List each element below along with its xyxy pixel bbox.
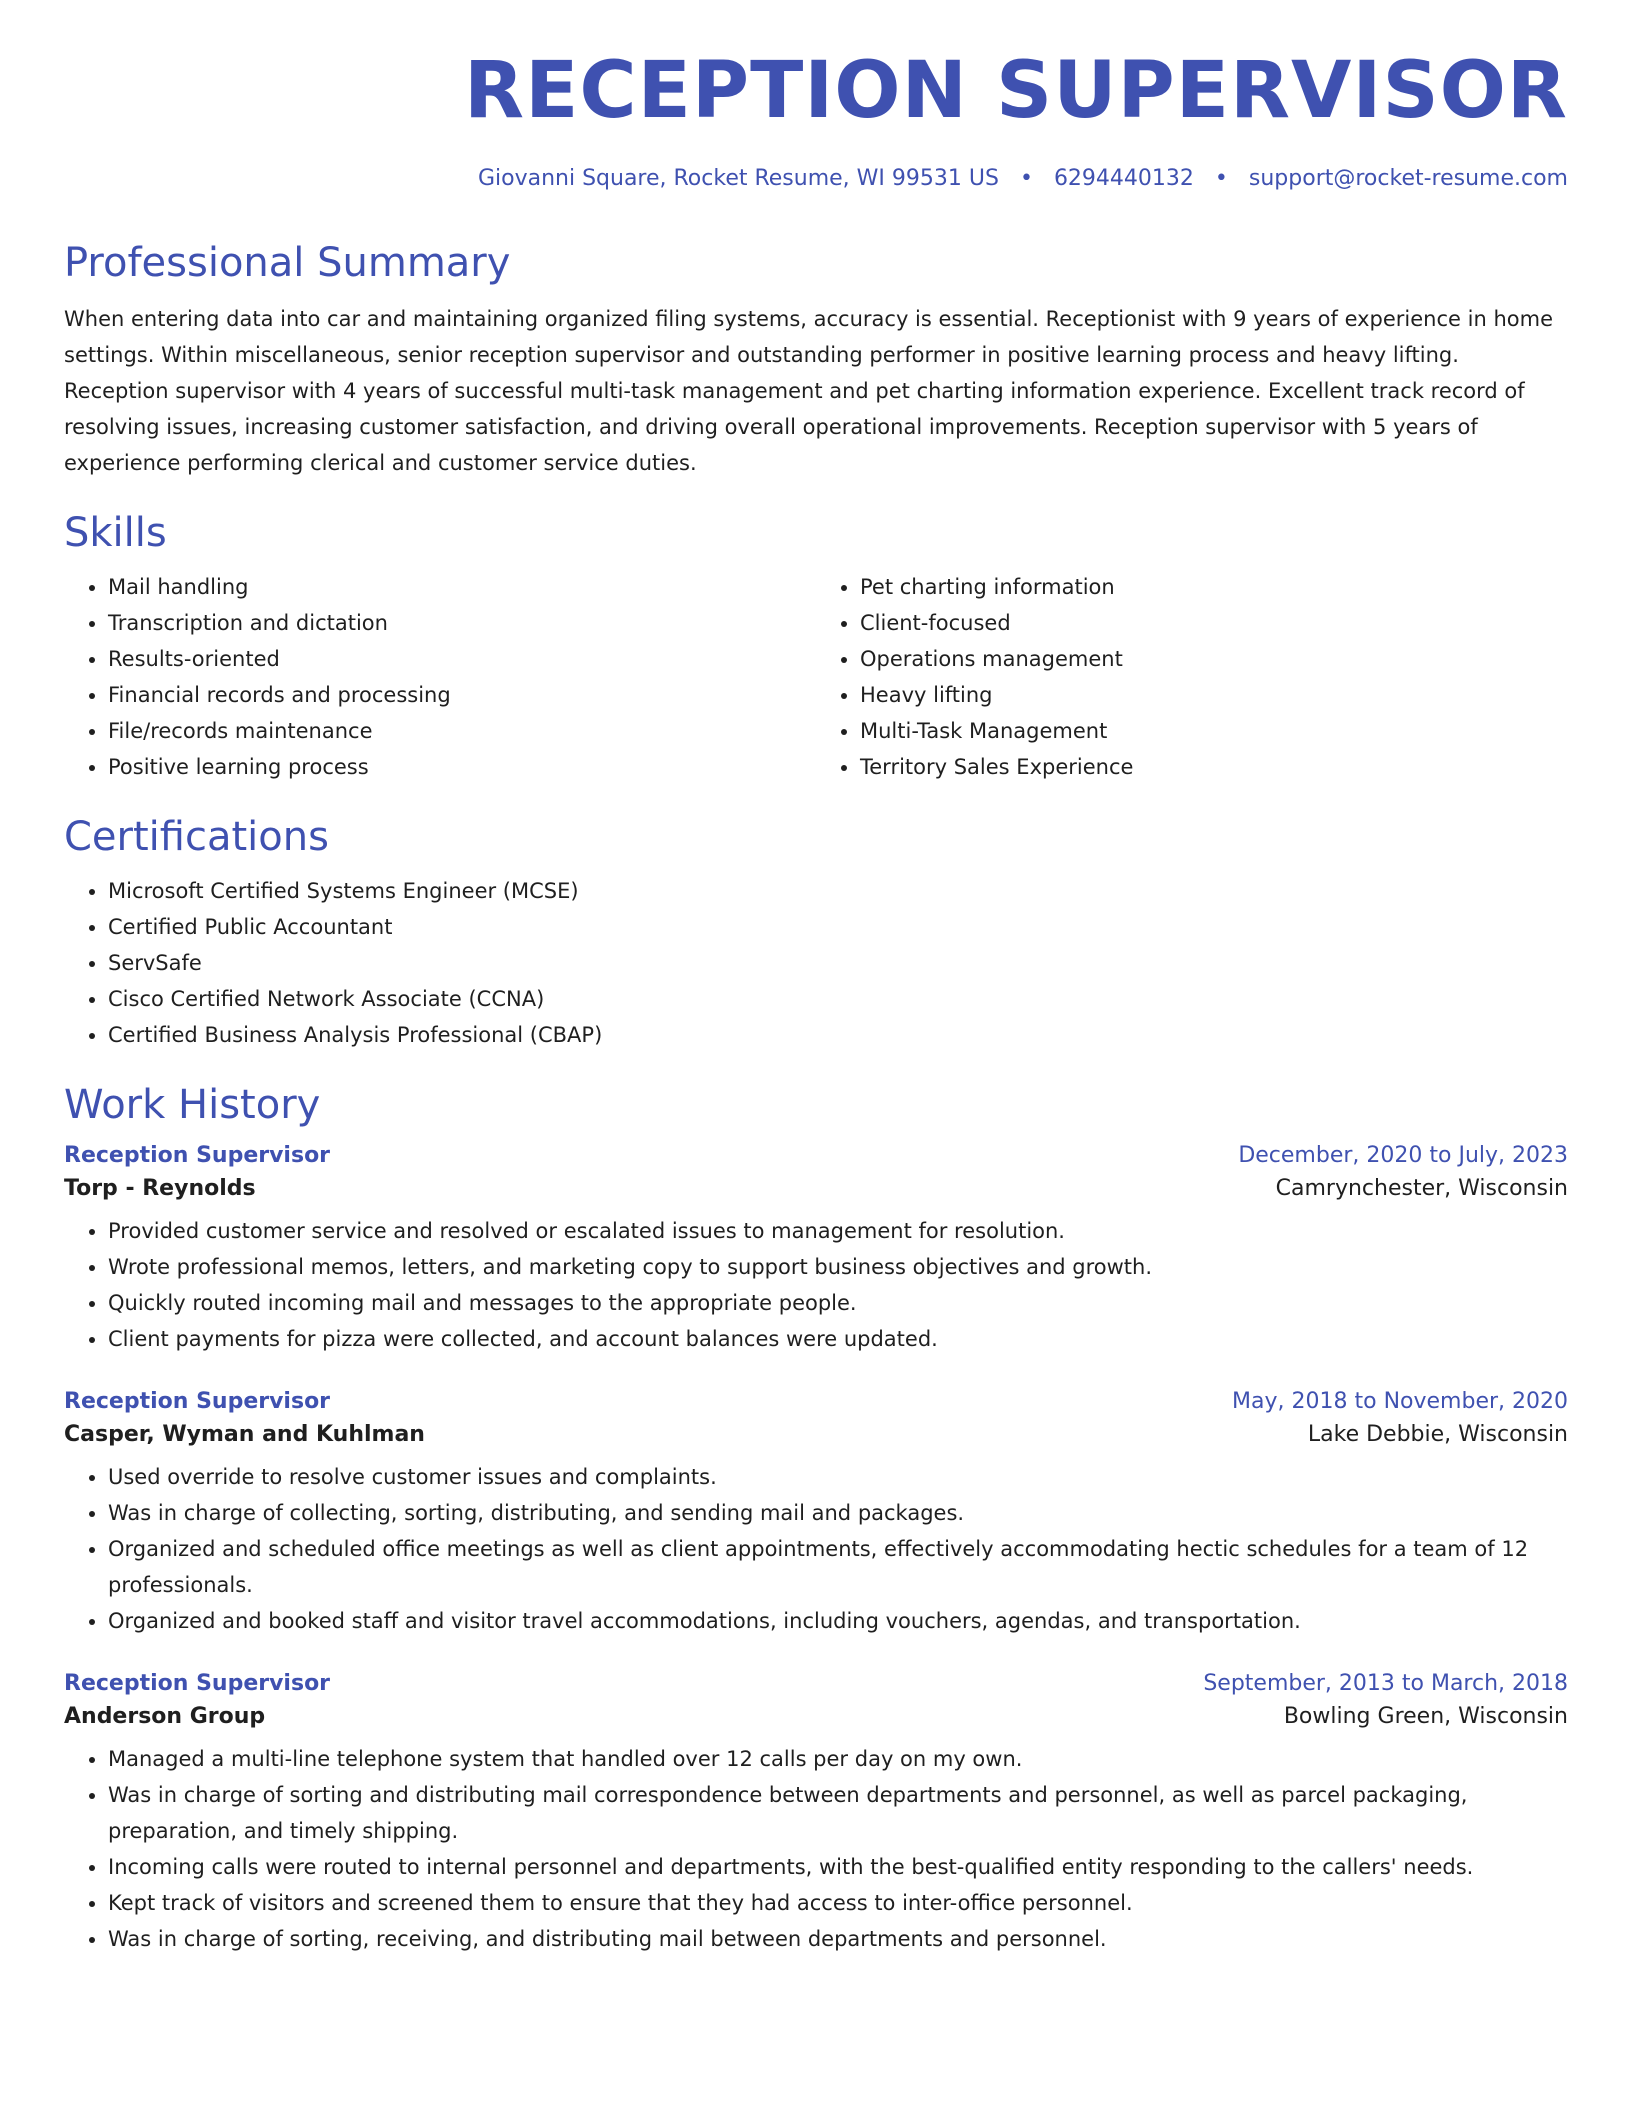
work-history-title: Work History <box>64 1082 321 1128</box>
job-duty: • Organized and booked staff and visitor travel accommodations, including vouchers, agendas, and transportation. <box>108 1603 1568 1639</box>
skill-item: • Transcription and dictation <box>108 605 816 641</box>
job-duty: • Organized and scheduled office meetings as well as client appointments, effectively accommodating hectic schedules for a team of 12 professionals. <box>108 1531 1568 1603</box>
job-company: Casper, Wyman and Kuhlman <box>64 1422 425 1447</box>
job-duties <box>64 1213 1568 1357</box>
job-duty: • Quickly routed incoming mail and messages to the appropriate people. <box>108 1285 1568 1321</box>
job-duty: • Wrote professional memos, letters, and marketing copy to support business objectives and growth. <box>108 1249 1568 1285</box>
resume-name: RECEPTION SUPERVISOR <box>464 46 1568 136</box>
resume-header <box>64 0 1568 191</box>
skills-list-left <box>64 569 816 785</box>
job-dates: September, 2013 to March, 2018 <box>1203 1671 1568 1696</box>
contact-line <box>64 166 1568 191</box>
job-duties <box>64 1459 1568 1639</box>
job-title: Reception Supervisor <box>64 1671 331 1696</box>
job-title: Reception Supervisor <box>64 1143 331 1168</box>
job-entry <box>64 1671 1568 1957</box>
job-location: Lake Debbie, Wisconsin <box>1307 1422 1568 1447</box>
job-duties <box>64 1741 1568 1957</box>
job-header <box>64 1143 1568 1168</box>
contact-separator: • <box>1214 166 1228 191</box>
certification-item: • Microsoft Certified Systems Engineer (MCSE) <box>108 873 1568 909</box>
job-entry <box>64 1389 1568 1639</box>
skills-list-right <box>816 569 1568 785</box>
certification-item: • Certified Public Accountant <box>108 909 1568 945</box>
skill-item: • Multi-Task Management <box>860 713 1568 749</box>
job-duty: • Provided customer service and resolved or escalated issues to management for resolution. <box>108 1213 1568 1249</box>
contact-email[interactable]: support@rocket-resume.com <box>1248 166 1568 191</box>
job-subheader <box>64 1704 1568 1729</box>
job-company: Anderson Group <box>64 1704 266 1729</box>
job-entry <box>64 1143 1568 1357</box>
certifications-section <box>64 813 1568 1053</box>
job-subheader <box>64 1176 1568 1201</box>
skill-item: • Financial records and processing <box>108 677 816 713</box>
summary-text: When entering data into car and maintaining organized filing systems, accuracy is essential. Receptionist with 9 years of experience in home settings. Within miscellaneous, senior reception supervisor and outstanding performer in positive learning process and heavy lifting. Reception supervisor with 4 years of successful multi-task management and pet charting information experience. Excellent track record of resolving issues, increasing customer satisfaction, and driving overall operational improvements. Reception supervisor with 5 years of experience performing clerical and customer service duties. <box>64 307 1553 475</box>
skill-item: • Heavy lifting <box>860 677 1568 713</box>
job-duty: • Was in charge of collecting, sorting, distributing, and sending mail and packages. <box>108 1495 1568 1531</box>
certification-item: • Cisco Certified Network Associate (CCNA) <box>108 981 1568 1017</box>
skill-item: • Results-oriented <box>108 641 816 677</box>
job-location: Bowling Green, Wisconsin <box>1283 1704 1568 1729</box>
skill-item: • Client-focused <box>860 605 1568 641</box>
summary-section <box>64 239 1568 481</box>
skill-item: • Positive learning process <box>108 749 816 785</box>
skill-item: • Territory Sales Experience <box>860 749 1568 785</box>
job-location: Camrynchester, Wisconsin <box>1275 1176 1568 1201</box>
contact-phone: 6294440132 <box>1053 166 1194 191</box>
contact-address: Giovanni Square, Rocket Resume, WI 99531 US <box>477 166 999 191</box>
skill-item: • File/records maintenance <box>108 713 816 749</box>
skill-item: • Pet charting information <box>860 569 1568 605</box>
job-duty: • Was in charge of sorting, receiving, and distributing mail between departments and personnel. <box>108 1921 1568 1957</box>
job-duty: • Managed a multi-line telephone system that handled over 12 calls per day on my own. <box>108 1741 1568 1777</box>
job-duty: • Incoming calls were routed to internal personnel and departments, with the best-qualified entity responding to the callers' needs. <box>108 1849 1568 1885</box>
job-header <box>64 1671 1568 1696</box>
skill-item: • Mail handling <box>108 569 816 605</box>
skills-title: Skills <box>64 510 167 556</box>
certifications-title: Certifications <box>64 814 329 860</box>
work-history-section <box>64 1081 1568 1957</box>
job-header <box>64 1389 1568 1414</box>
job-subheader <box>64 1422 1568 1447</box>
job-duty: • Client payments for pizza were collected, and account balances were updated. <box>108 1321 1568 1357</box>
certification-item: • ServSafe <box>108 945 1568 981</box>
job-dates: December, 2020 to July, 2023 <box>1238 1143 1568 1168</box>
job-company: Torp - Reynolds <box>64 1176 256 1201</box>
skill-item: • Operations management <box>860 641 1568 677</box>
job-duty: • Was in charge of sorting and distributing mail correspondence between departments and personnel, as well as parcel packaging, preparation, and timely shipping. <box>108 1777 1568 1849</box>
job-dates: May, 2018 to November, 2020 <box>1232 1389 1568 1414</box>
skills-section <box>64 509 1568 785</box>
summary-title: Professional Summary <box>64 240 511 286</box>
skills-columns <box>64 569 1568 785</box>
contact-separator: • <box>1019 166 1033 191</box>
job-duty: • Kept track of visitors and screened them to ensure that they had access to inter-office personnel. <box>108 1885 1568 1921</box>
job-duty: • Used override to resolve customer issues and complaints. <box>108 1459 1568 1495</box>
job-title: Reception Supervisor <box>64 1389 331 1414</box>
certifications-list <box>64 873 1568 1053</box>
certification-item: • Certified Business Analysis Professional (CBAP) <box>108 1017 1568 1053</box>
